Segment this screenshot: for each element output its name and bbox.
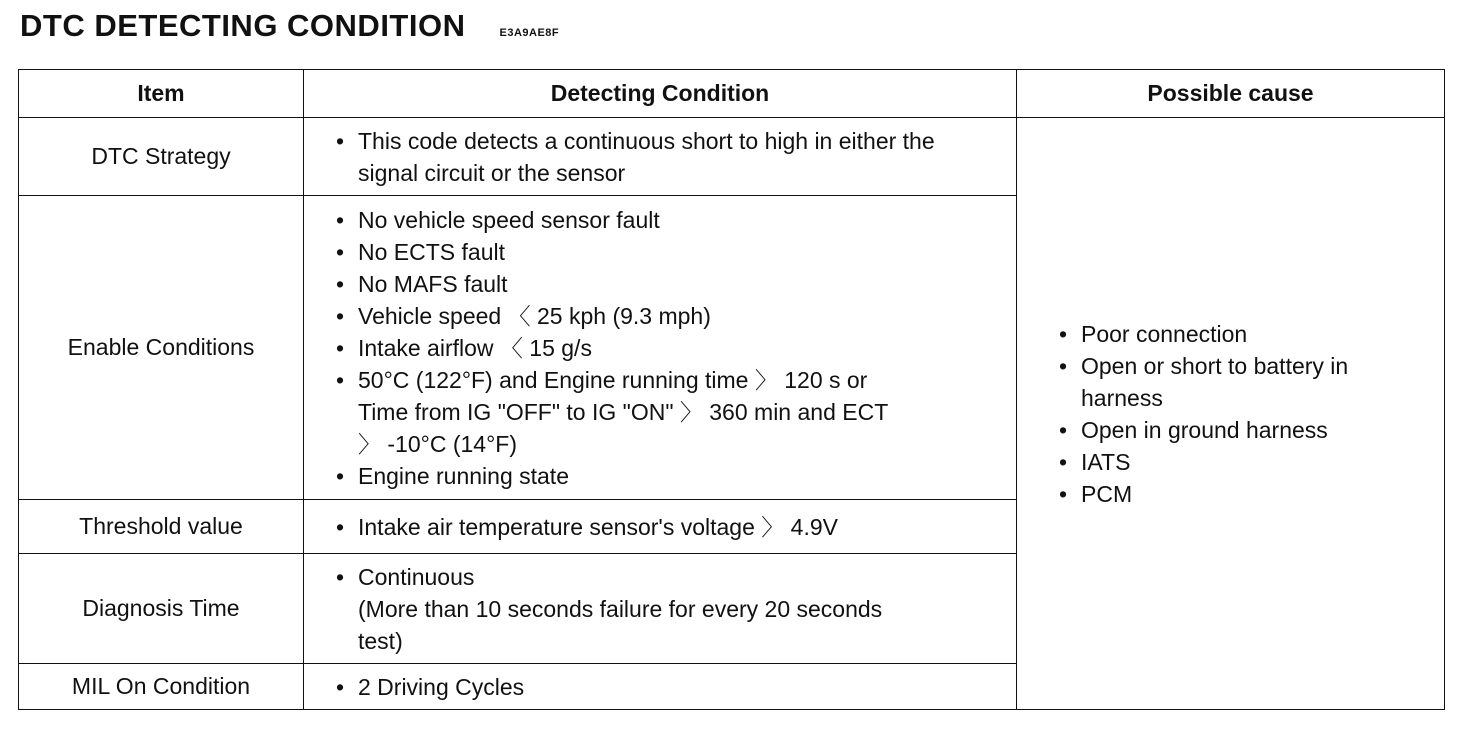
page-header: [20, 8, 559, 48]
item-label: Enable Conditions: [19, 196, 304, 500]
header-item: Item: [19, 70, 304, 118]
condition-list: [332, 671, 1006, 703]
condition-text: No vehicle speed sensor fault: [358, 206, 660, 233]
condition-text: Engine running state: [358, 462, 569, 489]
cause-text: Poor connection: [1081, 321, 1248, 347]
bullet-icon: •: [335, 238, 345, 265]
bullet-icon: •: [335, 270, 345, 297]
condition-list: [332, 561, 1006, 593]
bullet-icon: •: [335, 673, 345, 700]
condition-cell: [304, 664, 1017, 710]
document-code: E3A9AE8F: [499, 27, 560, 39]
item-label: MIL On Condition: [19, 664, 304, 710]
bullet-icon: •: [335, 127, 345, 154]
list-item: [332, 332, 896, 364]
bullet-icon: •: [335, 462, 345, 489]
list-item: [332, 460, 896, 492]
list-item: [332, 204, 896, 236]
condition-cell: [304, 118, 1017, 196]
condition-cell: [304, 500, 1017, 554]
list-item: [332, 300, 896, 332]
condition-list: [332, 511, 1006, 543]
header-row: [19, 70, 1445, 118]
bullet-icon: •: [335, 513, 345, 540]
condition-text: Vehicle speed 〈 25 kph (9.3 mph): [358, 302, 711, 329]
item-label: DTC Strategy: [19, 118, 304, 196]
list-item: [332, 511, 1006, 543]
condition-text: 2 Driving Cycles: [358, 673, 525, 700]
list-item: [1055, 318, 1394, 350]
list-item: [1055, 478, 1394, 510]
bullet-icon: •: [335, 334, 345, 361]
condition-text: 50°C (122°F) and Engine running time 〉 120 s or Time from IG "OFF" to IG "ON" 〉 360 min and ECT 〉 -10°C (14°F): [358, 366, 888, 457]
list-item: [332, 561, 1006, 593]
list-item: [1055, 446, 1394, 478]
cause-text: Open in ground harness: [1081, 417, 1328, 443]
list-item: [332, 236, 896, 268]
bullet-icon: •: [1058, 449, 1068, 475]
list-item: [1055, 414, 1394, 446]
possible-cause-cell: [1017, 118, 1445, 710]
bullet-icon: •: [1058, 321, 1068, 347]
cause-text: PCM: [1081, 481, 1133, 507]
condition-cell: [304, 554, 1017, 664]
condition-note: (More than 10 seconds failure for every 20 seconds test): [358, 595, 883, 654]
list-item: [332, 125, 946, 189]
condition-list: [332, 204, 1006, 492]
condition-list: [332, 125, 1006, 189]
bullet-icon: •: [335, 206, 345, 233]
page-title: DTC DETECTING CONDITION: [20, 8, 466, 43]
condition-cell: [304, 196, 1017, 500]
bullet-icon: •: [1058, 353, 1068, 379]
header-cause: Possible cause: [1017, 70, 1445, 118]
item-label: Diagnosis Time: [19, 554, 304, 664]
list-item: [1055, 350, 1394, 414]
bullet-icon: •: [335, 366, 345, 393]
condition-text: No MAFS fault: [358, 270, 508, 297]
bullet-icon: •: [1058, 417, 1068, 443]
cause-text: IATS: [1081, 449, 1131, 475]
condition-text: This code detects a continuous short to high in either the signal circuit or the sensor: [358, 127, 935, 186]
header-condition: Detecting Condition: [304, 70, 1017, 118]
list-item: [332, 268, 896, 300]
condition-text: Intake air temperature sensor's voltage 〉 4.9V: [358, 513, 838, 540]
list-item: [332, 671, 1006, 703]
table-row-dtc-strategy: [19, 118, 1445, 196]
condition-text: Intake airflow 〈 15 g/s: [358, 334, 592, 361]
bullet-icon: •: [1058, 481, 1068, 507]
item-label: Threshold value: [19, 500, 304, 554]
bullet-icon: •: [335, 563, 345, 590]
bullet-icon: •: [335, 302, 345, 329]
list-item: [332, 364, 896, 460]
condition-text: Continuous: [358, 563, 475, 590]
dtc-table: [18, 69, 1445, 710]
condition-text: No ECTS fault: [358, 238, 505, 265]
cause-text: Open or short to battery in harness: [1081, 353, 1349, 411]
cause-list: [1055, 318, 1434, 510]
